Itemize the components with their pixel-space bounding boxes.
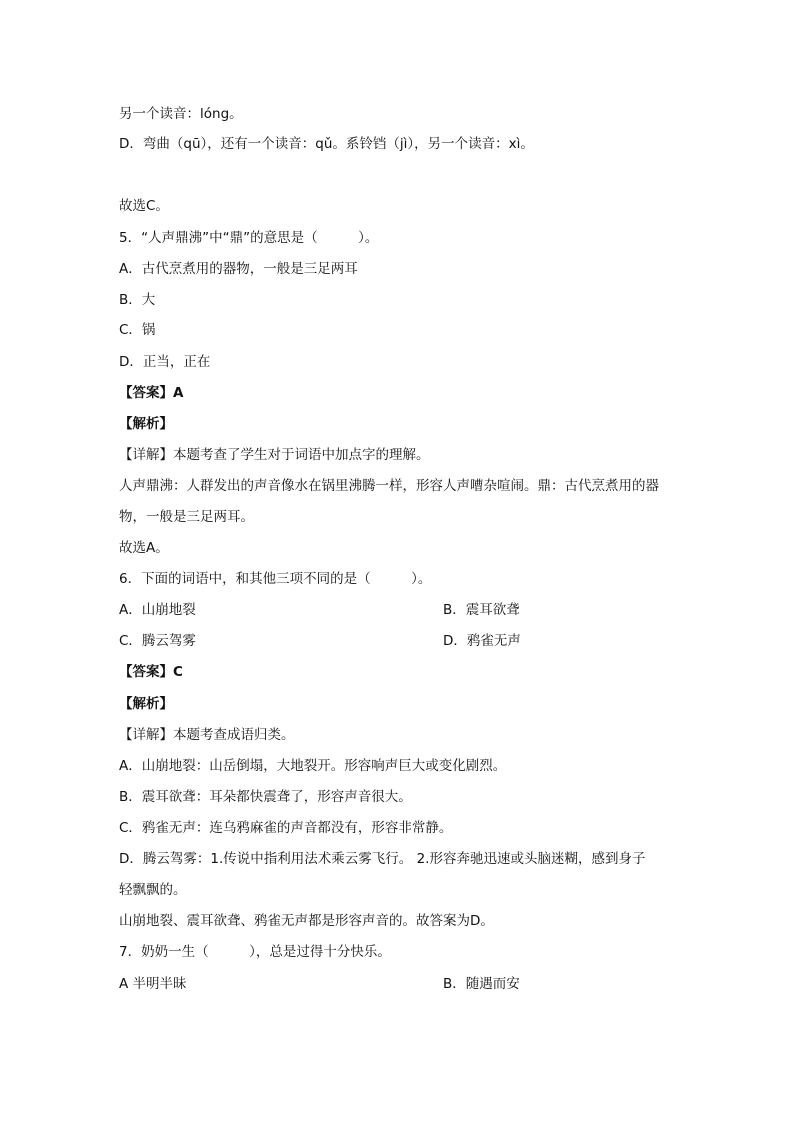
option-a: A．山崩地裂 [119, 602, 196, 618]
text-line: D．腾云驾雾：1.传说中指利用法术乘云雾飞行。 2.形容奔驰迅速或头脑迷糊，感到身子 [119, 851, 646, 867]
analysis-label: 【解析】 [119, 416, 173, 432]
option-a: A．古代烹煮用的器物，一般是三足两耳 [119, 261, 358, 277]
text-line: A．山崩地裂：山岳倒塌，大地裂开。形容响声巨大或变化剧烈。 [119, 758, 507, 774]
text-line: 故选A。 [119, 540, 169, 556]
text-line: 故选C。 [119, 198, 169, 214]
text-line: D．弯曲（qū），还有一个读音：qǔ。系铃铛（jì），另一个读音：xì。 [119, 136, 534, 152]
option-c: C．锅 [119, 322, 156, 338]
detail-line: 【详解】本题考查了学生对于词语中加点字的理解。 [119, 447, 430, 463]
text-line: 山崩地裂、震耳欲聋、鸦雀无声都是形容声音的。故答案为D。 [119, 913, 494, 929]
option-a: A 半明半昧 [119, 976, 187, 992]
option-b: B．震耳欲聋 [443, 602, 520, 618]
text-line: 另一个读音：lóng。 [119, 106, 243, 122]
detail-line: 【详解】本题考查成语归类。 [119, 727, 295, 743]
text-line: 轻飘飘的。 [119, 882, 187, 898]
option-d: D．正当，正在 [119, 354, 211, 370]
answer-label: 【答案】A [119, 385, 184, 401]
text-line: C．鸦雀无声：连乌鸦麻雀的声音都没有，形容非常静。 [119, 820, 453, 836]
question-7-stem: 7．奶奶一生（ ），总是过得十分快乐。 [119, 944, 391, 960]
question-5-stem: 5．“人声鼎沸”中“鼎”的意思是（ ）。 [119, 230, 379, 246]
option-b: B．随遇而安 [443, 976, 520, 992]
text-line: B．震耳欲聋：耳朵都快震聋了，形容声音很大。 [119, 789, 412, 805]
option-d: D．鸦雀无声 [443, 633, 521, 649]
answer-label: 【答案】C [119, 664, 183, 680]
text-line: 人声鼎沸：人群发出的声音像水在锅里沸腾一样，形容人声嘈杂喧闹。鼎：古代烹煮用的器 [119, 478, 659, 494]
option-c: C．腾云驾雾 [119, 633, 196, 649]
option-b: B．大 [119, 292, 156, 308]
analysis-label: 【解析】 [119, 696, 173, 712]
text-line: 物，一般是三足两耳。 [119, 509, 254, 525]
question-6-stem: 6．下面的词语中，和其他三项不同的是（ ）。 [119, 571, 432, 587]
